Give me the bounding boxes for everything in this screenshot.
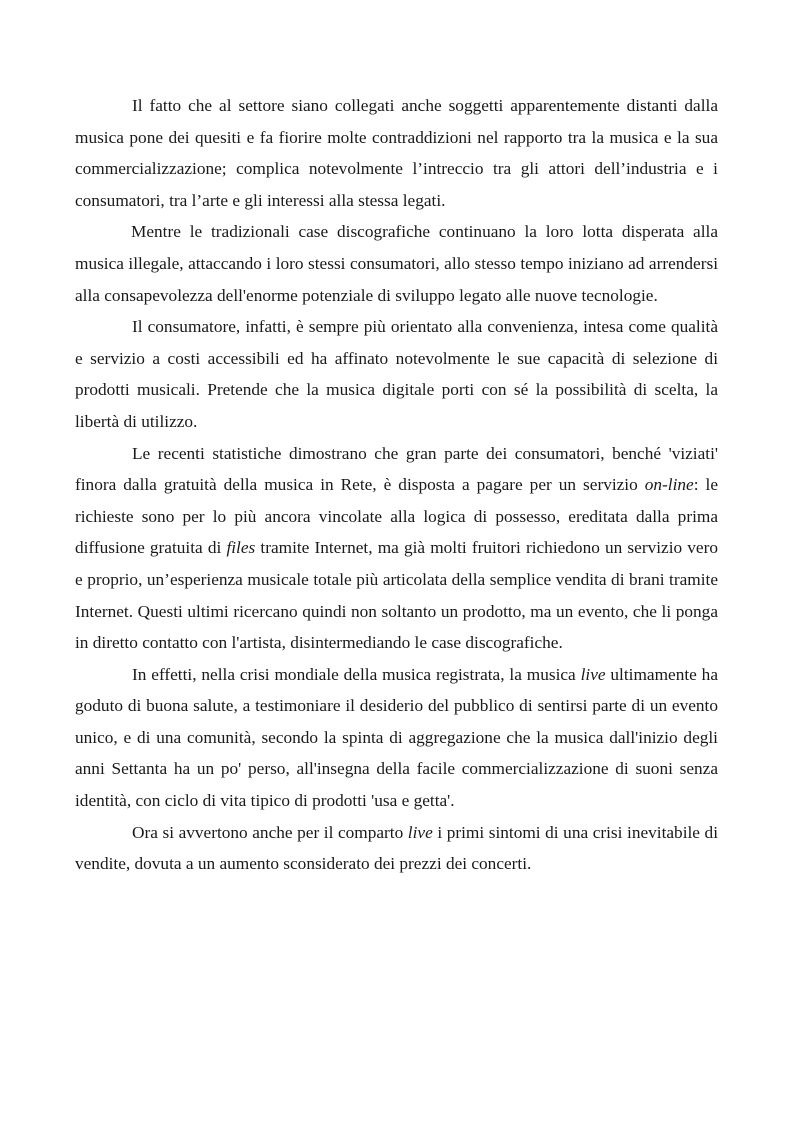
paragraph-text: Ora si avvertono anche per il comparto	[132, 822, 408, 842]
paragraph-text: : le richieste sono per lo più ancora vincolate alla logica di possesso, ereditata dalla prima diffusione gratuita di	[75, 475, 718, 558]
paragraph-text: Il fatto che al settore siano collegati anche soggetti apparentemente distanti dalla musica pone dei quesiti e fa fiorire molte contraddizioni nel rapporto tra la musica e la sua commercializzazione; complica notevolmente l’intreccio tra gli attori dell’industria e i consumatori, tra l’arte e gli interessi alla stessa legati.	[75, 96, 718, 210]
paragraph-2	[75, 216, 718, 311]
italic-term: files	[226, 538, 256, 558]
paragraph-text: In effetti, nella crisi mondiale della musica registrata, la musica	[132, 664, 581, 684]
paragraph-text: Mentre le tradizionali case discografiche continuano la loro lotta disperata alla musica illegale, attaccando i loro stessi consumatori, allo stesso tempo iniziano ad arrendersi alla consapevolezza dell'enorme potenziale di sviluppo legato alle nuove tecnologie.	[75, 222, 718, 305]
italic-term: on-line	[644, 475, 694, 495]
paragraph-4	[75, 438, 718, 659]
paragraph-1	[75, 90, 718, 216]
paragraph-text: i primi sintomi di una crisi inevitabile di vendite, dovuta a un aumento sconsiderato dei prezzi dei concerti.	[75, 822, 718, 874]
italic-term: live	[580, 664, 606, 684]
paragraph-6	[75, 817, 718, 880]
paragraph-text: Il consumatore, infatti, è sempre più orientato alla convenienza, intesa come qualità e servizio a costi accessibili ed ha affinato notevolmente le sue capacità di selezione di prodotti musicali. Pretende che la musica digitale porti con sé la possibilità di scelta, la libertà di utilizzo.	[75, 317, 718, 431]
document-page	[75, 90, 718, 880]
italic-term: live	[407, 822, 433, 842]
paragraph-text: ultimamente ha goduto di buona salute, a testimoniare il desiderio del pubblico di sentirsi parte di un evento unico, e di una comunità, secondo la spinta di aggregazione che la musica dall'inizio degli anni Settanta ha un po' perso, all'insegna della facile commercializzazione di suoni senza identità, con ciclo di vita tipico di prodotti 'usa e getta'.	[75, 664, 718, 811]
paragraph-text: tramite Internet, ma già molti fruitori richiedono un servizio vero e proprio, un’esperienza musicale totale più articolata della semplice vendita di brani tramite Internet. Questi ultimi ricercano quindi non soltanto un prodotto, ma un evento, che li ponga in diretto contatto con l'artista, disintermediando le case discografiche.	[75, 538, 718, 653]
paragraph-text: Le recenti statistiche dimostrano che gran parte dei consumatori, benché 'viziati' finora dalla gratuità della musica in Rete, è disposta a pagare per un servizio	[75, 443, 718, 495]
paragraph-5	[75, 659, 718, 817]
paragraph-3	[75, 311, 718, 437]
